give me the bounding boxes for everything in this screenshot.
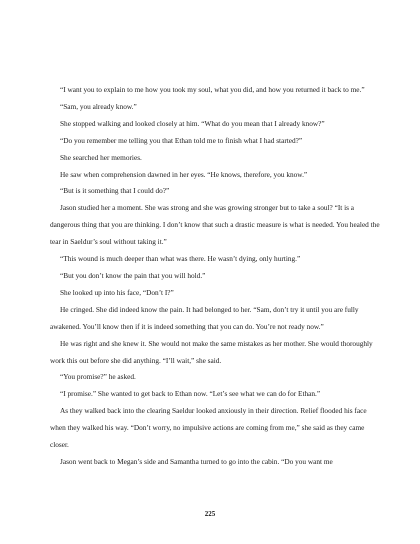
paragraph: He cringed. She did indeed know the pain. It had belonged to her. “Sam, don’t try it until you are fully awakened. You’ll know then if it is indeed something that you can do. You’re not ready now.” [50,304,359,331]
paragraph: Jason went back to Megan’s side and Samantha turned to go into the cabin. “Do you want me [60,456,333,466]
paragraph: “I promise.” She wanted to get back to Ethan now. “Let’s see what we can do for Ethan.” [60,389,321,399]
paragraph: She searched her memories. [60,152,142,162]
paragraph: “But you don’t know the pain that you will hold.” [60,270,206,280]
paragraph: “You promise?” he asked. [60,372,136,382]
page-number: 225 [204,510,216,518]
paragraph: She looked up into his face, “Don’t I?” [60,287,174,297]
paragraph: Jason studied her a moment. She was strong and she was growing stronger but to take a soul? “It is a dangerous thing that you are thinking. I don’t know that such a drastic measure is what is needed. You healed the tear in Saeldur’s soul without taking it.” [50,203,380,247]
body-text [50,82,380,471]
paragraph: “This wound is much deeper than what was there. He wasn’t dying, only hurting.” [60,254,301,264]
paragraph: He saw when comprehension dawned in her eyes. “He knows, therefore, you know.” [60,169,308,179]
paragraph: As they walked back into the clearing Saeldur looked anxiously in their direction. Relief flooded his face when they walked his way. “Don’t worry, no impulsive actions are coming from me,” she said as they came closer. [50,406,367,450]
paragraph: He was right and she knew it. She would not make the same mistakes as her mother. She would thoroughly work this out before she did anything. “I’ll wait,” she said. [50,338,373,365]
paragraph: She stopped walking and looked closely at him. “What do you mean that I already know?” [60,118,325,128]
paragraph: “I want you to explain to me how you took my soul, what you did, and how you returned it back to me.” [60,85,365,94]
paragraph: “Sam, you already know.” [60,101,137,111]
paragraph: “Do you remember me telling you that Ethan told me to finish what I had started?” [60,135,303,145]
paragraph: “But is it something that I could do?” [60,186,170,196]
